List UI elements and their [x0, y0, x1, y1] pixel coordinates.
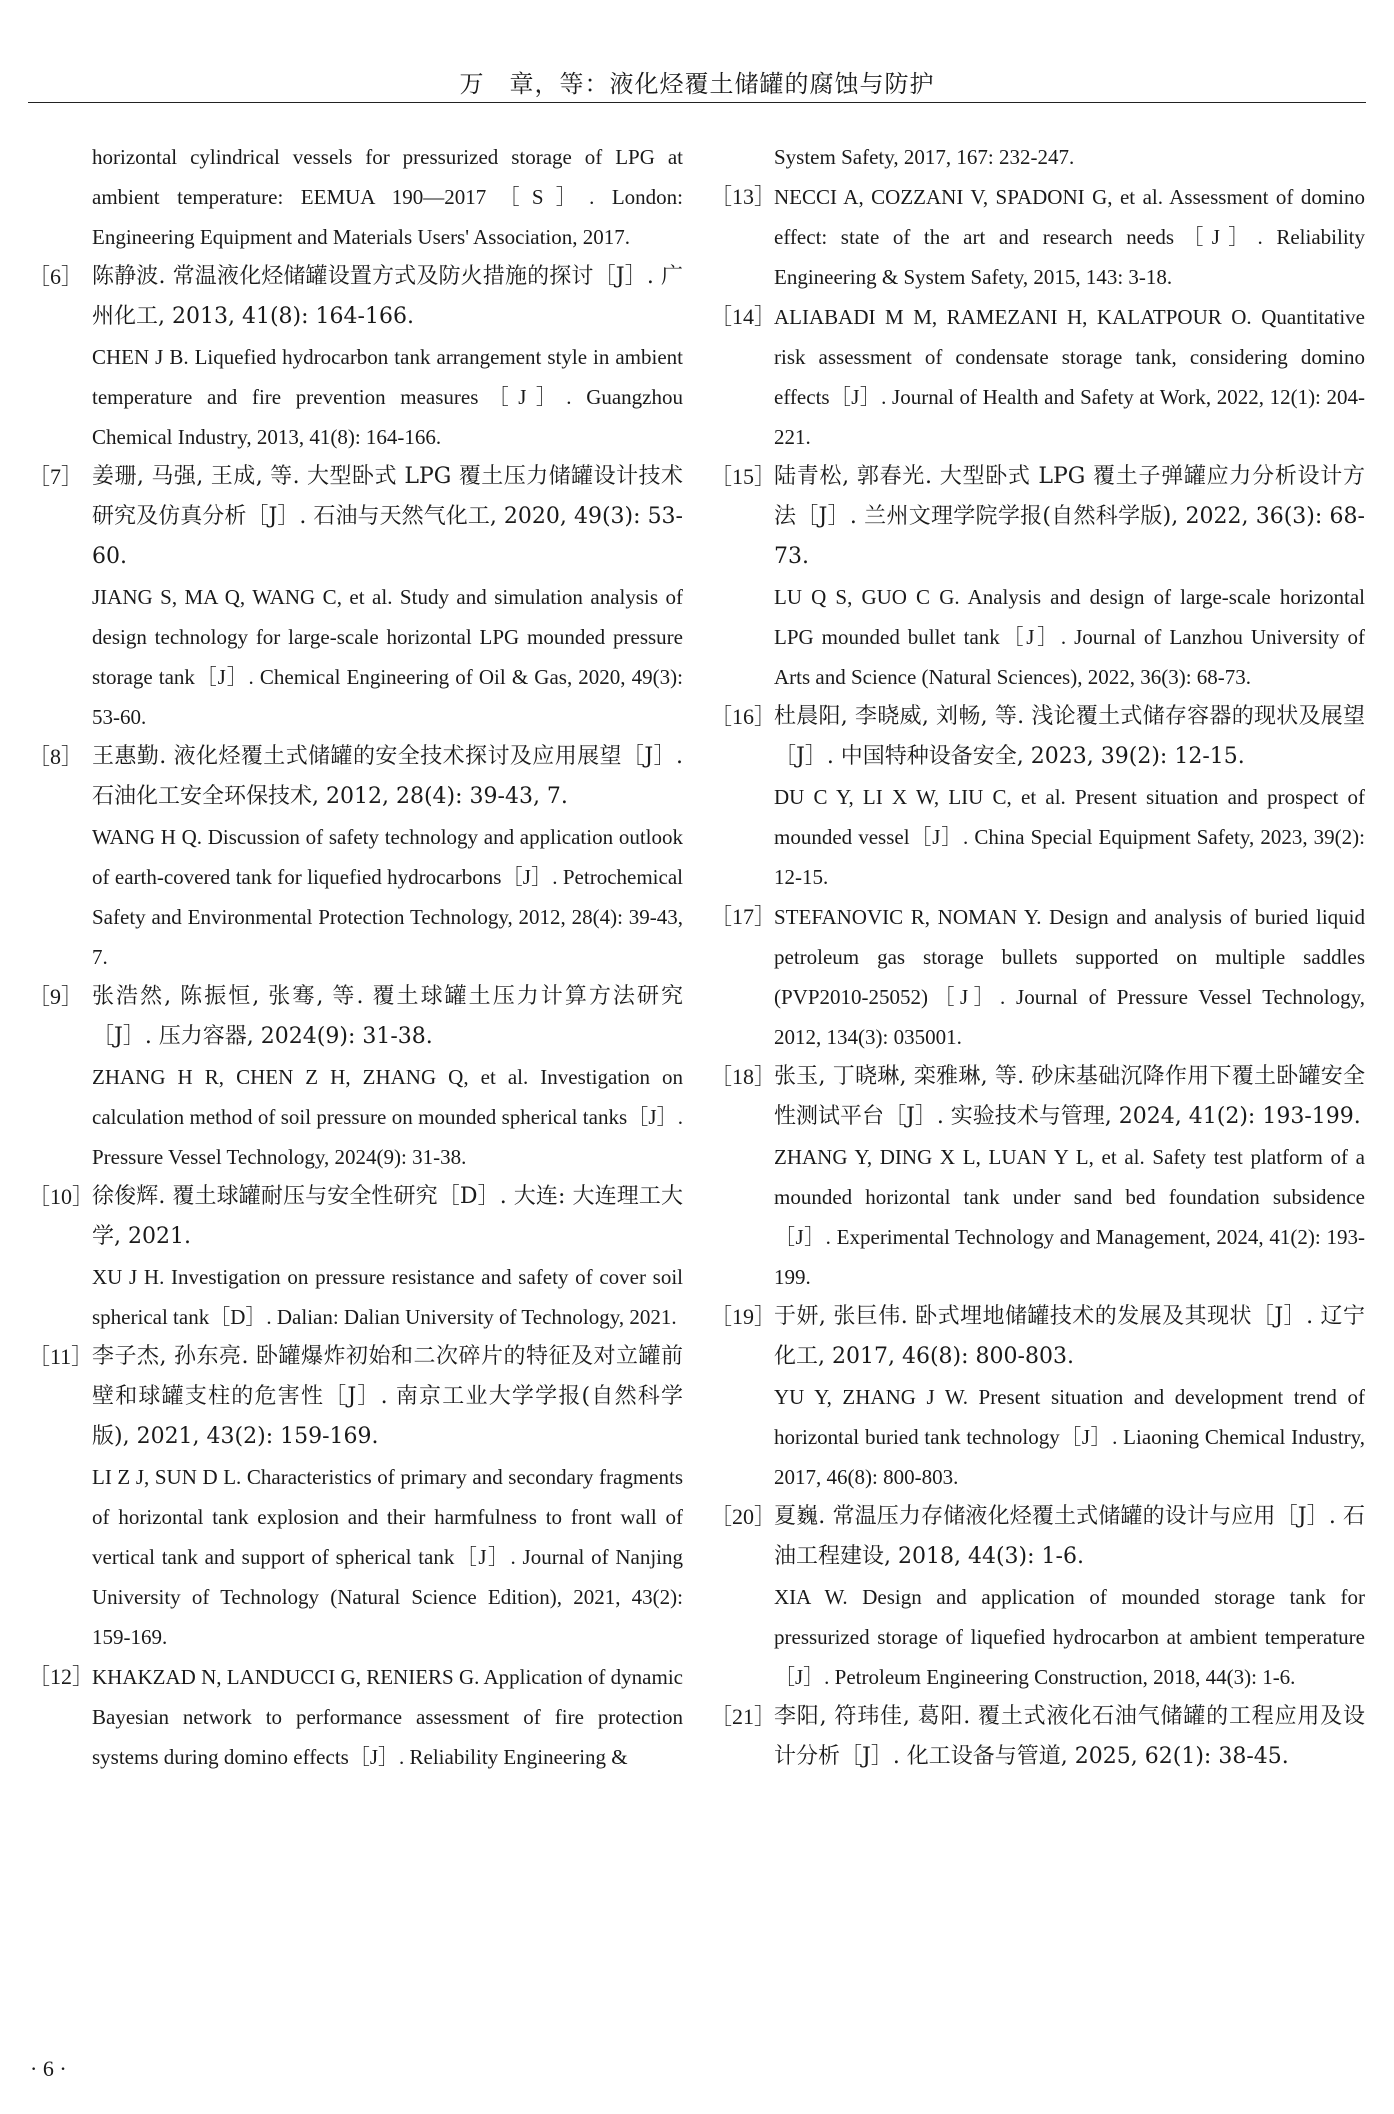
reference-8 [28, 737, 683, 977]
reference-10 [28, 1177, 683, 1337]
reference-chinese: 杜晨阳, 李晓威, 刘畅, 等. 浅论覆土式储存容器的现状及展望［J］. 中国特种设备安全, 2023, 39(2): 12-15. [774, 704, 1365, 769]
running-header-title: 万 章，等：液化烃覆土储罐的腐蚀与防护 [459, 70, 935, 98]
reference-english: LU Q S, GUO C G. Analysis and design of large-scale horizontal LPG mounded bullet tank［J］. Journal of Lanzhou University of Arts and Science (Natural Sciences), 2022, 36(3): 68-73. [774, 585, 1365, 689]
left-column [28, 137, 683, 1777]
reference-number: ［16］ [710, 704, 777, 729]
reference-english: XIA W. Design and application of mounded storage tank for pressurized storage of liquefied hydrocarbon at ambient temperature［J］. Petroleum Engineering Construction, 2018, 44(3): 1-6. [774, 1585, 1365, 1689]
reference-18 [710, 1057, 1365, 1297]
reference-21 [710, 1697, 1365, 1777]
running-header [28, 58, 1366, 103]
reference-number: ［8］ [28, 744, 84, 769]
reference-chinese: 陈静波. 常温液化烃储罐设置方式及防火措施的探讨［J］. 广州化工, 2013, 41(8): 164-166. [92, 264, 683, 329]
reference-english: KHAKZAD N, LANDUCCI G, RENIERS G. Application of dynamic Bayesian network to performance assessment of fire protection systems during domino effects［J］. Reliability Engineering & [92, 1665, 683, 1769]
reference-chinese: 陆青松, 郭春光. 大型卧式 LPG 覆土子弹罐应力分析设计方法［J］. 兰州文理学院学报(自然科学版), 2022, 36(3): 68-73. [774, 464, 1365, 569]
reference-11 [28, 1337, 683, 1657]
reference-chinese: 夏巍. 常温压力存储液化烃覆土式储罐的设计与应用［J］. 石油工程建设, 2018, 44(3): 1-6. [774, 1504, 1365, 1569]
reference-chinese: 王惠勤. 液化烃覆土式储罐的安全技术探讨及应用展望［J］. 石油化工安全环保技术, 2012, 28(4): 39-43, 7. [92, 744, 683, 809]
reference-number: ［15］ [710, 464, 777, 489]
reference-number: ［6］ [28, 264, 84, 289]
reference-13 [710, 177, 1365, 297]
reference-english: ZHANG Y, DING X L, LUAN Y L, et al. Safety test platform of a mounded horizontal tank under sand bed foundation subsidence［J］. Experimental Technology and Management, 2024, 41(2): 193-199. [774, 1145, 1365, 1289]
reference-number: ［9］ [28, 984, 84, 1009]
reference-6 [28, 257, 683, 457]
reference-number: ［13］ [710, 184, 777, 209]
reference-19 [710, 1297, 1365, 1497]
reference-chinese: 李子杰, 孙东亮. 卧罐爆炸初始和二次碎片的特征及对立罐前壁和球罐支柱的危害性［J］. 南京工业大学学报(自然科学版), 2021, 43(2): 159-169. [92, 1344, 683, 1449]
reference-chinese: 李阳, 符玮佳, 葛阳. 覆土式液化石油气储罐的工程应用及设计分析［J］. 化工设备与管道, 2025, 62(1): 38-45. [774, 1704, 1365, 1769]
reference-15 [710, 457, 1365, 697]
continued-reference-text: System Safety, 2017, 167: 232-247. [774, 145, 1075, 169]
reference-english: XU J H. Investigation on pressure resistance and safety of cover soil spherical tank［D］. Dalian: Dalian University of Technology, 2021. [92, 1265, 683, 1329]
reference-english: YU Y, ZHANG J W. Present situation and development trend of horizontal buried tank technology［J］. Liaoning Chemical Industry, 2017, 46(8): 800-803. [774, 1385, 1365, 1489]
reference-7 [28, 457, 683, 737]
reference-chinese: 张浩然, 陈振恒, 张骞, 等. 覆土球罐土压力计算方法研究［J］. 压力容器, 2024(9): 31-38. [92, 984, 683, 1049]
reference-number: ［11］ [28, 1344, 94, 1369]
reference-17 [710, 897, 1365, 1057]
reference-number: ［10］ [28, 1184, 95, 1209]
reference-number: ［21］ [710, 1704, 777, 1729]
reference-english: DU C Y, LI X W, LIU C, et al. Present situation and prospect of mounded vessel［J］. China Special Equipment Safety, 2023, 39(2): 12-15. [774, 785, 1365, 889]
reference-english: ZHANG H R, CHEN Z H, ZHANG Q, et al. Investigation on calculation method of soil pressure on mounded spherical tanks［J］. Pressure Vessel Technology, 2024(9): 31-38. [92, 1065, 683, 1169]
right-column [710, 137, 1365, 1777]
reference-chinese: 徐俊辉. 覆土球罐耐压与安全性研究［D］. 大连: 大连理工大学, 2021. [92, 1184, 683, 1249]
reference-number: ［18］ [710, 1064, 777, 1089]
reference-number: ［17］ [710, 904, 777, 929]
reference-number: ［12］ [28, 1664, 95, 1689]
continued-reference [28, 137, 683, 257]
reference-12 [28, 1657, 683, 1777]
reference-number: ［20］ [710, 1504, 777, 1529]
reference-number: ［14］ [710, 304, 777, 329]
page-number: · 6 · [30, 2056, 67, 2081]
reference-english: WANG H Q. Discussion of safety technology and application outlook of earth-covered tank for liquefied hydrocarbons［J］. Petrochemical Safety and Environmental Protection Technology, 2012, 28(4): 39-43, 7. [92, 825, 683, 969]
reference-chinese: 张玉, 丁晓琳, 栾雅琳, 等. 砂床基础沉降作用下覆土卧罐安全性测试平台［J］. 实验技术与管理, 2024, 41(2): 193-199. [774, 1064, 1365, 1129]
reference-14 [710, 297, 1365, 457]
reference-english: JIANG S, MA Q, WANG C, et al. Study and simulation analysis of design technology for large-scale horizontal LPG mounded pressure storage tank［J］. Chemical Engineering of Oil & Gas, 2020, 49(3): 53-60. [92, 585, 683, 729]
reference-english: NECCI A, COZZANI V, SPADONI G, et al. Assessment of domino effect: state of the art and research needs［J］. Reliability Engineering & System Safety, 2015, 143: 3-18. [774, 185, 1365, 289]
reference-english: CHEN J B. Liquefied hydrocarbon tank arrangement style in ambient temperature and fire prevention measures［J］. Guangzhou Chemical Industry, 2013, 41(8): 164-166. [92, 345, 683, 449]
reference-english: ALIABADI M M, RAMEZANI H, KALATPOUR O. Quantitative risk assessment of condensate storage tank, considering domino effects［J］. Journal of Health and Safety at Work, 2022, 12(1): 204-221. [774, 305, 1365, 449]
continued-reference [710, 137, 1365, 177]
continued-reference-text: horizontal cylindrical vessels for pressurized storage of LPG at ambient temperature: EEMUA 190—2017［S］. London: Engineering Equipment and Materials Users' Association, 2017. [92, 145, 683, 249]
reference-chinese: 姜珊, 马强, 王成, 等. 大型卧式 LPG 覆土压力储罐设计技术研究及仿真分析［J］. 石油与天然气化工, 2020, 49(3): 53-60. [92, 464, 683, 569]
reference-9 [28, 977, 683, 1177]
reference-20 [710, 1497, 1365, 1697]
reference-number: ［7］ [28, 464, 84, 489]
reference-number: ［19］ [710, 1304, 777, 1329]
reference-english: STEFANOVIC R, NOMAN Y. Design and analysis of buried liquid petroleum gas storage bullets supported on multiple saddles (PVP2010-25052)［J］. Journal of Pressure Vessel Technology, 2012, 134(3): 035001. [774, 905, 1365, 1049]
reference-chinese: 于妍, 张巨伟. 卧式埋地储罐技术的发展及其现状［J］. 辽宁化工, 2017, 46(8): 800-803. [774, 1304, 1365, 1369]
reference-16 [710, 697, 1365, 897]
reference-english: LI Z J, SUN D L. Characteristics of primary and secondary fragments of horizontal tank explosion and their harmfulness to front wall of vertical tank and support of spherical tank［J］. Journal of Nanjing University of Technology (Natural Science Edition), 2021, 43(2): 159-169. [92, 1465, 683, 1649]
